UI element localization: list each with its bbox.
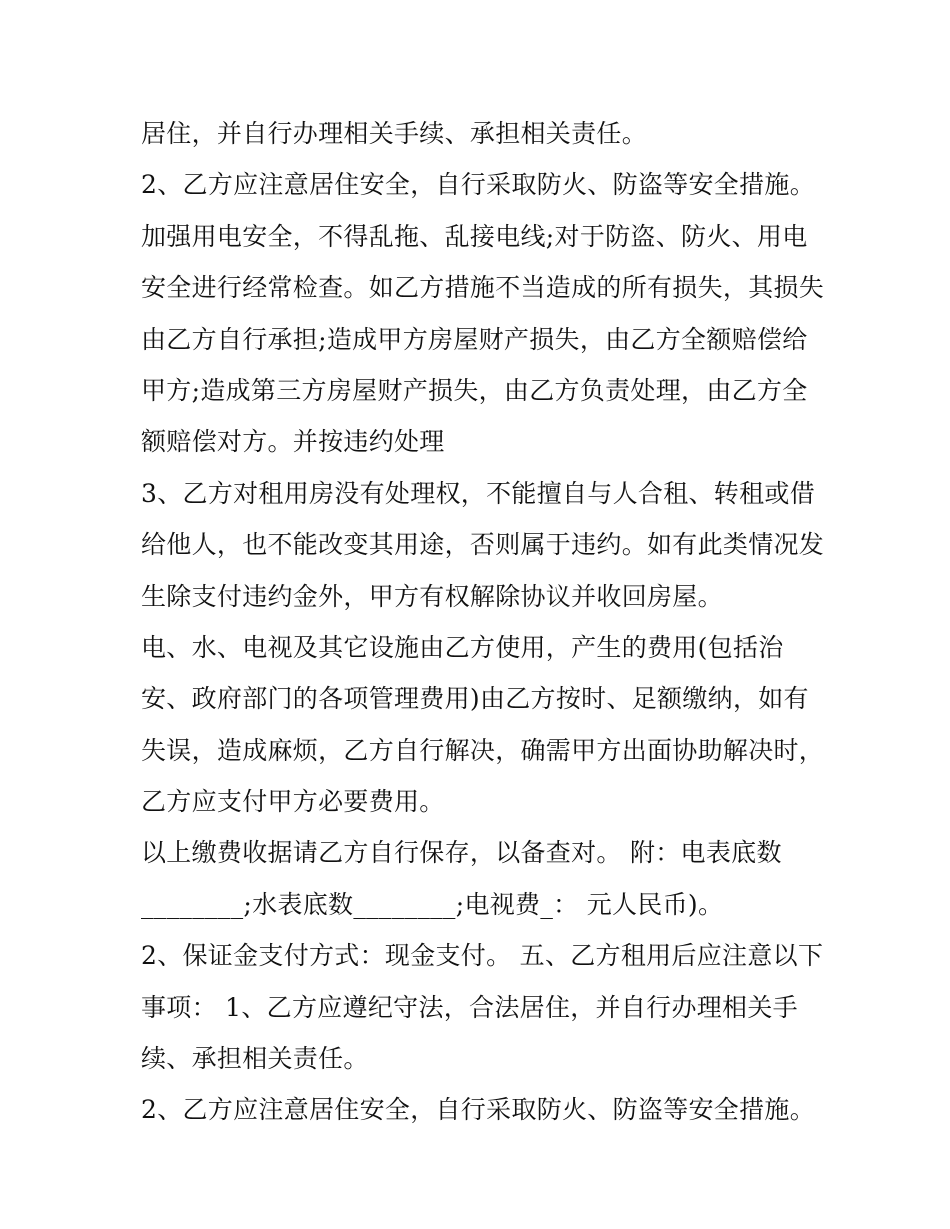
text-line: 甲方;造成第三方房屋财产损失，由乙方负责处理，由乙方全 [141,375,808,405]
text-line: 失误，造成麻烦，乙方自行解决，确需甲方出面协助解决时， [141,735,825,765]
text-line: 续、承担相关责任。 [141,1044,369,1074]
text-line: 事项： 1、乙方应遵纪守法，合法居住，并自行办理相关手 [141,992,798,1022]
text-line: 加强用电安全，不得乱拖、乱接电线;对于防盗、防火、用电 [141,221,808,251]
text-line: 电、水、电视及其它设施由乙方使用，产生的费用(包括治 [141,632,784,662]
text-line: ________;水表底数________;电视费_： 元人民币)。 [141,889,724,919]
document-body [141,108,841,1136]
text-line: 由乙方自行承担;造成甲方房屋财产损失，由乙方全额赔偿给 [141,324,808,354]
text-line: 2、乙方应注意居住安全，自行采取防火、防盗等安全措施。 [141,1095,816,1125]
text-line: 2、乙方应注意居住安全，自行采取防火、防盗等安全措施。 [141,170,816,200]
text-line: 额赔偿对方。并按违约处理 [141,427,445,457]
text-line: 给他人，也不能改变其用途，否则属于违约。如有此类情况发 [141,530,825,560]
text-line: 2、保证金支付方式：现金支付。 五、乙方租用后应注意以下 [141,941,824,971]
text-line: 生除支付违约金外，甲方有权解除协议并收回房屋。 [141,581,723,611]
text-line: 安全进行经常检查。如乙方措施不当造成的所有损失，其损失 [141,273,825,303]
text-line: 3、乙方对租用房没有处理权，不能擅自与人合租、转租或借 [141,478,816,508]
text-line: 乙方应支付甲方必要费用。 [141,787,445,817]
text-line: 以上缴费收据请乙方自行保存，以备查对。 附：电表底数 [141,838,782,868]
text-line: 居住，并自行办理相关手续、承担相关责任。 [141,119,648,148]
text-line: 安、政府部门的各项管理费用)由乙方按时、足额缴纳，如有 [141,684,809,714]
